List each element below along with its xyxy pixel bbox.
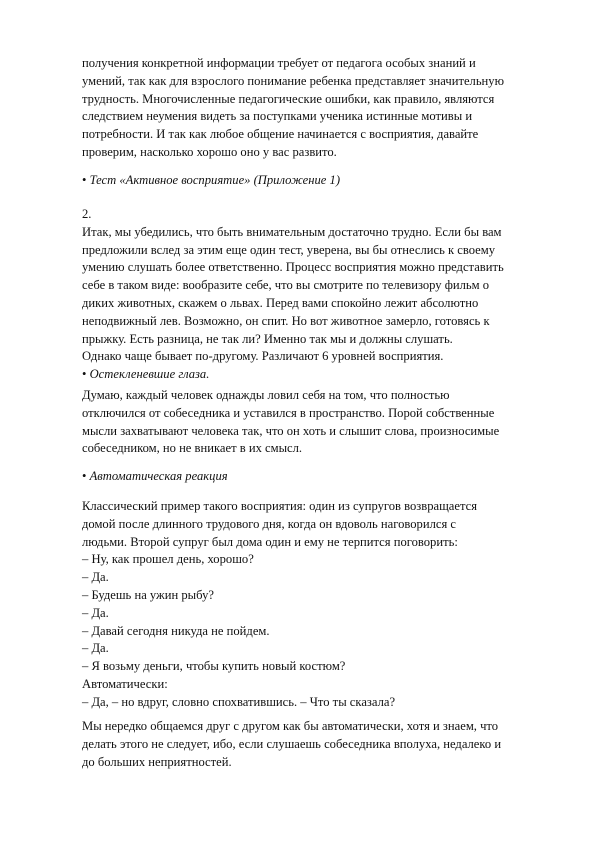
heading-auto-text: Автоматическая реакция <box>89 469 228 483</box>
paragraph-5 <box>82 718 527 771</box>
text-line: себе в таком виде: вообразите себе, что вы смотрите по телевизору фильм о <box>82 278 490 293</box>
text-line: трудность. Многочисленные педагогические ошибки, как правило, являются <box>82 91 495 106</box>
text-line: потребности. И так как любое общение начинается с восприятия, давайте <box>82 127 479 142</box>
text-line: следствием неумения видеть за поступками ученика истинные мотивы и <box>82 109 473 124</box>
dialogue-line: – Ну, как прошел день, хорошо? <box>82 552 254 567</box>
paragraph-1 <box>82 55 527 162</box>
text-line: делать этого не следует, ибо, если слушаешь собеседника вполуха, недалеко и <box>82 736 502 751</box>
heading-test-text: Тест «Активное восприятие» (Приложение 1) <box>89 173 341 187</box>
heading-test <box>82 172 527 190</box>
text-line: Итак, мы убедились, что быть внимательным достаточно трудно. Если бы вам <box>82 224 502 239</box>
text-line: людьми. Второй супруг был дома один и ему не терпится поговорить: <box>82 534 458 549</box>
text-line: домой после длинного трудового дня, когда он вдоволь наговорился с <box>82 516 456 531</box>
text-line: прыжку. Есть разница, не так ли? Именно так мы и должны слушать. <box>82 331 453 346</box>
heading-glazed-text: Остекленевшие глаза. <box>89 367 210 382</box>
text-line: диких животных, скажем о львах. Перед вами спокойно лежит абсолютно <box>82 295 479 310</box>
text-line: Думаю, каждый человек однажды ловил себя на том, что полностью <box>82 388 450 402</box>
text-line: Однако чаще бывает по-другому. Различают 6 уровней восприятия. <box>82 349 444 364</box>
dialogue-line: – Я возьму деньги, чтобы купить новый костюм? <box>82 659 346 674</box>
dialogue-line: – Да. <box>82 641 109 656</box>
text-line: Мы нередко общаемся друг с другом как бы автоматически, хотя и знаем, что <box>82 719 499 733</box>
heading-auto <box>82 468 527 486</box>
bullet-icon: • <box>82 173 87 187</box>
text-line: отключился от собеседника и уставился в пространство. Порой собственные <box>82 405 495 420</box>
paragraph-4 <box>82 498 527 712</box>
paragraph-2 <box>82 206 527 384</box>
text-line: мысли захватывают человека так, что он хоть и слышит слова, произносимые <box>82 423 500 438</box>
text-line: Автоматически: <box>82 676 168 691</box>
dialogue-line: – Да. <box>82 570 109 585</box>
text-line: умению слушать более ответственно. Процесс восприятия можно представить <box>82 260 504 275</box>
dialogue-line: – Да, – но вдруг, словно спохватившись. – Что ты сказала? <box>82 694 396 709</box>
text-line: собеседником, но не вникает в их смысл. <box>82 441 303 456</box>
dialogue-line: – Будешь на ужин рыбу? <box>82 587 214 602</box>
dialogue-line: – Давай сегодня никуда не пойдем. <box>82 623 270 638</box>
text-line: 2. <box>82 207 92 221</box>
text-line: получения конкретной информации требует от педагога особых знаний и <box>82 56 476 70</box>
bullet-icon: • <box>82 367 87 382</box>
text-line: неподвижный лев. Возможно, он спит. Но вот животное замерло, готовясь к <box>82 313 490 328</box>
heading-glazed <box>82 366 527 384</box>
bullet-icon: • <box>82 469 87 483</box>
text-line: проверим, насколько хорошо оно у вас развито. <box>82 144 337 159</box>
text-line: Классический пример такого восприятия: один из супругов возвращается <box>82 499 478 513</box>
paragraph-3 <box>82 387 527 458</box>
text-line: предложили вслед за этим еще один тест, уверена, вы бы отнеслись к своему <box>82 242 496 257</box>
text-line: умений, так как для взрослого понимание ребенка представляет значительную <box>82 73 505 88</box>
dialogue-line: – Да. <box>82 605 109 620</box>
text-line: до больших неприятностей. <box>82 754 232 769</box>
